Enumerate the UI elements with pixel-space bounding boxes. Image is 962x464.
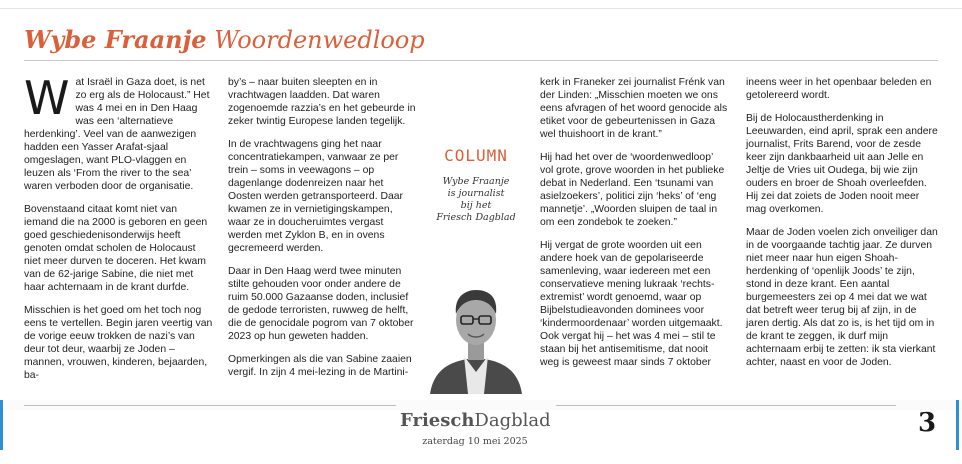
credit-line: is journalist <box>447 188 505 199</box>
article-column-4 <box>746 76 938 369</box>
article-paragraph: Misschien is het goed om het toch nog eens te vertellen. Begin jaren veertig van de vorige eeuw trokken de nazi’s van deur tot deur, waarbij ze Joden – mannen, vrouwen, kinderen, bejaarden, ba- <box>24 305 213 381</box>
right-blue-bar <box>956 400 959 450</box>
article-paragraph: In de vrachtwagens ging het naar concentratiekampen, vanwaar ze per trein – soms in veewagons – op dagenlange dodenreizen naar het Oosten werden getransporteerd. Daar kwamen ze in vernietigingskampen, waar ze in doucheruimtes vergast werden met Zyklon B, en in ovens gecremeerd werden. <box>228 139 404 254</box>
article-paragraph: Opmerkingen als die van Sabine zaaien vergif. In zijn 4 mei-lezing in de Martini- <box>228 354 412 378</box>
column-box <box>420 146 532 224</box>
article-column-3 <box>540 76 728 369</box>
masthead-logo <box>400 410 550 432</box>
article-column-2 <box>228 76 416 379</box>
article-paragraph: ineens weer in het openbaar beleden en getolereerd wordt. <box>746 77 932 101</box>
article-paragraph: Maar de Joden voelen zich onveiliger dan in de voorgaande tachtig jaar. Ze durven niet meer naar hun eigen Shoah-herdenking of ‘openlijk Joods’ te zijn, stond in deze krant. Een aantal burgemeesters zei op 4 mei dat we wat dat betreft weer terug bij af zijn, in de jaren dertig. Als dat zo is, is het tijd om in de krant te zeggen, ik durf mijn achternaam erbij te zetten: ik sta vierkant achter, naast en voor de Joden. <box>746 227 938 368</box>
paragraph-text: at Israël in Gaza doet, is net zo erg als de Holocaust.” Het was 4 mei en in Den Haag was een ‘alternatieve herdenking’. Veel van de aanwezigen hadden een Yasser Arafat-sjaal omgeslagen, want PLO-vlaggen en leuzen als ‘From the river to the sea’ waren verboden door de organisatie. <box>24 77 210 192</box>
credit-line: bij het <box>460 200 492 211</box>
credit-line: Wybe Fraanje <box>442 176 510 187</box>
article-paragraph: Hij had het over de ‘woordenwedloop’ vol grote, grove woorden in het publieke debat in Nederland. Een ‘tsunami van asielzoekers’, politici zijn ‘heks’ of ‘eng mannetje’. „Woorden sluipen de taal in om een zondebok te zoeken.” <box>540 152 725 228</box>
article-paragraph <box>24 71 214 193</box>
article-paragraph: Hij vergat de grote woorden uit een andere hoek van de gepolariseerde samenleving, waar iedereen met een conservatieve mening lukraak ‘rechts-extremist’ wordt genoemd, waar op Bijbelstudieavonden dominees voor ‘kindermoordenaar’ worden uitgemaakt. Ook vergat hij – het was 4 mei – stil te staan bij het antisemitisme, dat nooit weg is geweest maar sinds 7 oktober <box>540 240 723 368</box>
credit-line: Friesch Dagblad <box>436 212 516 223</box>
article-paragraph: kerk in Franeker zei journalist Frénk van der Linden: „Misschien moeten we ons eens afvragen of het woord genocide als etiket voor de gebeurtenissen in Gaza wel thuishoort in de krant.” <box>540 77 728 140</box>
column-credit <box>420 176 532 224</box>
article-paragraph: by’s – naar buiten sleepten en in vrachtwagen laadden. Dat waren zogenoemde razzia’s en het gebeurde in zeker twintig Europese landen tegelijk. <box>228 77 416 127</box>
headline-divider <box>24 60 938 61</box>
article-column-1 <box>24 71 214 382</box>
article-paragraph: Bovenstaand citaat komt niet van iemand die na 2000 is geboren en geen goed geschiedenisonderwijs heeft genoten omdat scholen de Holocaust niet meer durven te doceren. Het kwam van de 62-jarige Sabine, die niet met haar achternaam in de krant durfde. <box>24 204 208 293</box>
headline <box>24 24 425 56</box>
dropcap: W <box>24 71 70 125</box>
column-label: COLUMN <box>444 146 508 165</box>
author-portrait <box>424 276 528 394</box>
page-number: 3 <box>917 408 937 438</box>
footer-divider-left <box>24 405 396 406</box>
issue-date: zaterdag 10 mei 2025 <box>422 436 528 447</box>
article-paragraph: Daar in Den Haag werd twee minuten stilte gehouden voor onder andere de ruim 50.000 Gazaanse doden, inclusief de gedode terroristen, ruwweg de helft, die de genocidale pogrom van 7 oktober 2023 op hun geweten hadden. <box>228 266 414 342</box>
top-rule <box>0 0 962 9</box>
article-paragraph: Bij de Holocaustherdenking in Leeuwarden, eind april, sprak een andere journalist, Frits Barend, voor de zesde keer zijn dankbaarheid uit aan Jelle en Jeltje de Vries uit Oudega, bij wie zijn ouders en broer de Shoah overleefden. Hij zei dat zoiets de Joden nooit meer mag overkomen. <box>746 113 938 215</box>
masthead-part1: Friesch <box>400 410 475 431</box>
headline-author: Wybe Fraanje <box>24 25 207 54</box>
footer-divider-right <box>556 405 896 406</box>
left-blue-bar <box>0 400 3 450</box>
headline-section: Woordenwedloop <box>214 26 425 54</box>
masthead-part2: Dagblad <box>474 410 551 431</box>
